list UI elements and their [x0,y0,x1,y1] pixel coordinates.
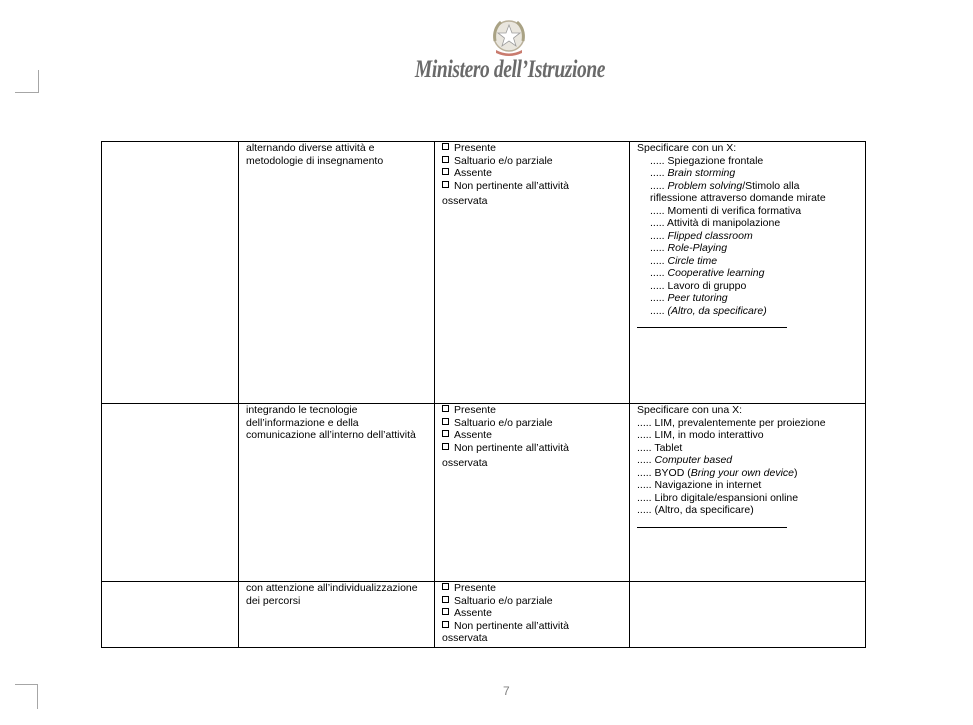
option-item[interactable] [442,404,623,417]
option-label: Saltuario e/o parziale [454,416,553,429]
checkbox-icon[interactable] [442,181,449,188]
empty-cell [102,404,239,582]
specification-item [637,504,859,517]
specification-item [637,429,859,442]
specification-cell [630,142,866,404]
dotted-blank[interactable]: ..... [650,279,668,292]
option-label-continuation: osservata [442,457,488,469]
option-label: Presente [454,404,497,416]
option-item[interactable] [442,595,623,608]
ministry-title: Ministero dell’Istruzione [414,56,606,83]
item-text: Lavoro di gruppo [667,279,747,292]
specification-cell [630,404,866,582]
item-text: Attività di manipolazione [666,217,781,229]
specification-item [637,492,859,505]
checkbox-icon[interactable] [442,168,449,175]
item-text: riflessione attraverso domande mirate [650,192,826,204]
criterion-cell [239,142,435,404]
option-item[interactable] [442,417,623,430]
item-text-italic: Computer based [654,454,733,466]
item-text-italic: Flipped classroom [667,229,753,242]
specification-item [637,454,859,467]
dotted-blank[interactable]: ..... [650,292,668,304]
specification-item [637,442,859,455]
option-label-continuation: osservata [442,632,488,644]
dotted-blank[interactable]: ..... [650,242,668,254]
option-item[interactable] [442,620,623,633]
item-text: LIM, in modo interattivo [654,429,764,441]
item-text-italic: Circle time [667,254,718,267]
specification-item [637,205,859,218]
specification-item [637,467,859,480]
specification-item [637,155,859,168]
dotted-blank[interactable]: ..... [637,504,655,516]
table-row [102,404,866,582]
table-row [102,142,866,404]
options-cell [435,142,630,404]
option-label: Assente [454,167,492,179]
options-cell [435,582,630,648]
item-text: BYOD ( [654,466,691,479]
checkbox-icon[interactable] [442,156,449,163]
specification-item [637,255,859,268]
option-label: Presente [454,582,497,594]
checkbox-icon[interactable] [442,596,449,603]
checkbox-icon[interactable] [442,430,449,437]
options-cell [435,404,630,582]
crop-mark-bottom-left [15,684,38,709]
item-text: LIM, prevalentemente per proiezione [654,416,826,429]
italian-republic-emblem-icon [489,17,529,59]
specification-item [637,267,859,280]
option-item[interactable] [442,429,623,442]
specification-cell [630,582,866,648]
criterion-text: integrando le tecnologie dell’informazione e della comunicazione all’interno dell’attività [246,404,416,441]
item-text-italic: Brain storming [667,167,736,179]
option-label: Non pertinente all’attività [454,179,569,192]
criterion-cell [239,404,435,582]
checkbox-icon[interactable] [442,405,449,412]
dotted-blank[interactable]: ..... [637,491,655,504]
option-item[interactable] [442,180,623,193]
checkbox-icon[interactable] [442,608,449,615]
item-text: (Altro, da specificare) [654,504,754,516]
dotted-blank[interactable]: ..... [650,154,668,167]
checkbox-icon[interactable] [442,143,449,150]
specification-item [637,230,859,243]
dotted-blank[interactable]: ..... [650,304,668,317]
option-label: Assente [454,607,492,619]
dotted-blank[interactable]: ..... [650,217,667,229]
empty-cell [102,142,239,404]
table-row [102,582,866,648]
criterion-text: con attenzione all’individualizzazione dei percorsi [246,582,418,607]
empty-cell [102,582,239,648]
specification-item [637,242,859,255]
option-label: Saltuario e/o parziale [454,154,553,167]
write-in-line[interactable] [637,317,787,328]
dotted-blank[interactable]: ..... [650,254,668,267]
item-text: Libro digitale/espansioni online [654,491,799,504]
checkbox-icon[interactable] [442,621,449,628]
option-label: Non pertinente all’attività [454,441,569,454]
option-item[interactable] [442,582,623,595]
dotted-blank[interactable]: ..... [637,479,655,491]
crop-mark-top-left [15,70,39,93]
option-label: Assente [454,429,492,441]
option-label: Non pertinente all’attività [454,619,569,632]
criterion-text: alternando diverse attività e metodologie di insegnamento [246,142,384,167]
item-text: Spiegazione frontale [667,154,764,167]
dotted-blank[interactable]: ..... [650,167,668,179]
item-text: /Stimolo alla [742,179,800,192]
option-item[interactable] [442,142,623,155]
specification-item [637,217,859,230]
option-label: Presente [454,142,497,154]
specification-title: Specificare con una X: [637,404,743,416]
specification-item [637,417,859,430]
item-text-italic: Role-Playing [667,242,728,254]
dotted-blank[interactable]: ..... [650,267,668,279]
option-label: Saltuario e/o parziale [454,594,553,607]
checkbox-icon[interactable] [442,443,449,450]
dotted-blank[interactable]: ..... [637,454,655,466]
option-item[interactable] [442,607,623,620]
item-text: Momenti di verifica formativa [667,204,802,217]
dotted-blank[interactable]: ..... [650,229,668,242]
dotted-blank[interactable]: ..... [637,441,655,454]
item-text-italic: (Altro, da specificare) [667,304,767,317]
dotted-blank[interactable]: ..... [637,466,655,479]
option-item[interactable] [442,442,623,455]
specification-item [637,292,859,305]
specification-item [637,180,859,193]
specification-item [637,192,859,205]
write-in-line[interactable] [637,517,787,528]
criterion-cell [239,582,435,648]
option-label-continuation: osservata [442,195,488,207]
checkbox-icon[interactable] [442,418,449,425]
dotted-blank[interactable]: ..... [650,204,668,217]
page-number: 7 [503,684,510,698]
item-text: Tablet [654,441,683,454]
dotted-blank[interactable]: ..... [637,416,655,429]
item-text-italic: Bring your own device [690,466,794,479]
checkbox-icon[interactable] [442,583,449,590]
specification-title: Specificare con un X: [637,142,737,154]
item-text-italic: Peer tutoring [667,292,728,304]
observation-table [101,141,866,648]
option-item[interactable] [442,167,623,180]
specification-item [637,280,859,293]
item-text-after: ) [794,466,798,479]
specification-item [637,479,859,492]
item-text: Navigazione in internet [654,479,762,491]
dotted-blank[interactable]: ..... [637,429,655,441]
dotted-blank[interactable]: ..... [650,179,668,192]
specification-item [637,167,859,180]
item-text-italic: Problem solving [667,179,743,192]
specification-item [637,305,859,318]
item-text-italic: Cooperative learning [667,267,765,279]
option-item[interactable] [442,155,623,168]
